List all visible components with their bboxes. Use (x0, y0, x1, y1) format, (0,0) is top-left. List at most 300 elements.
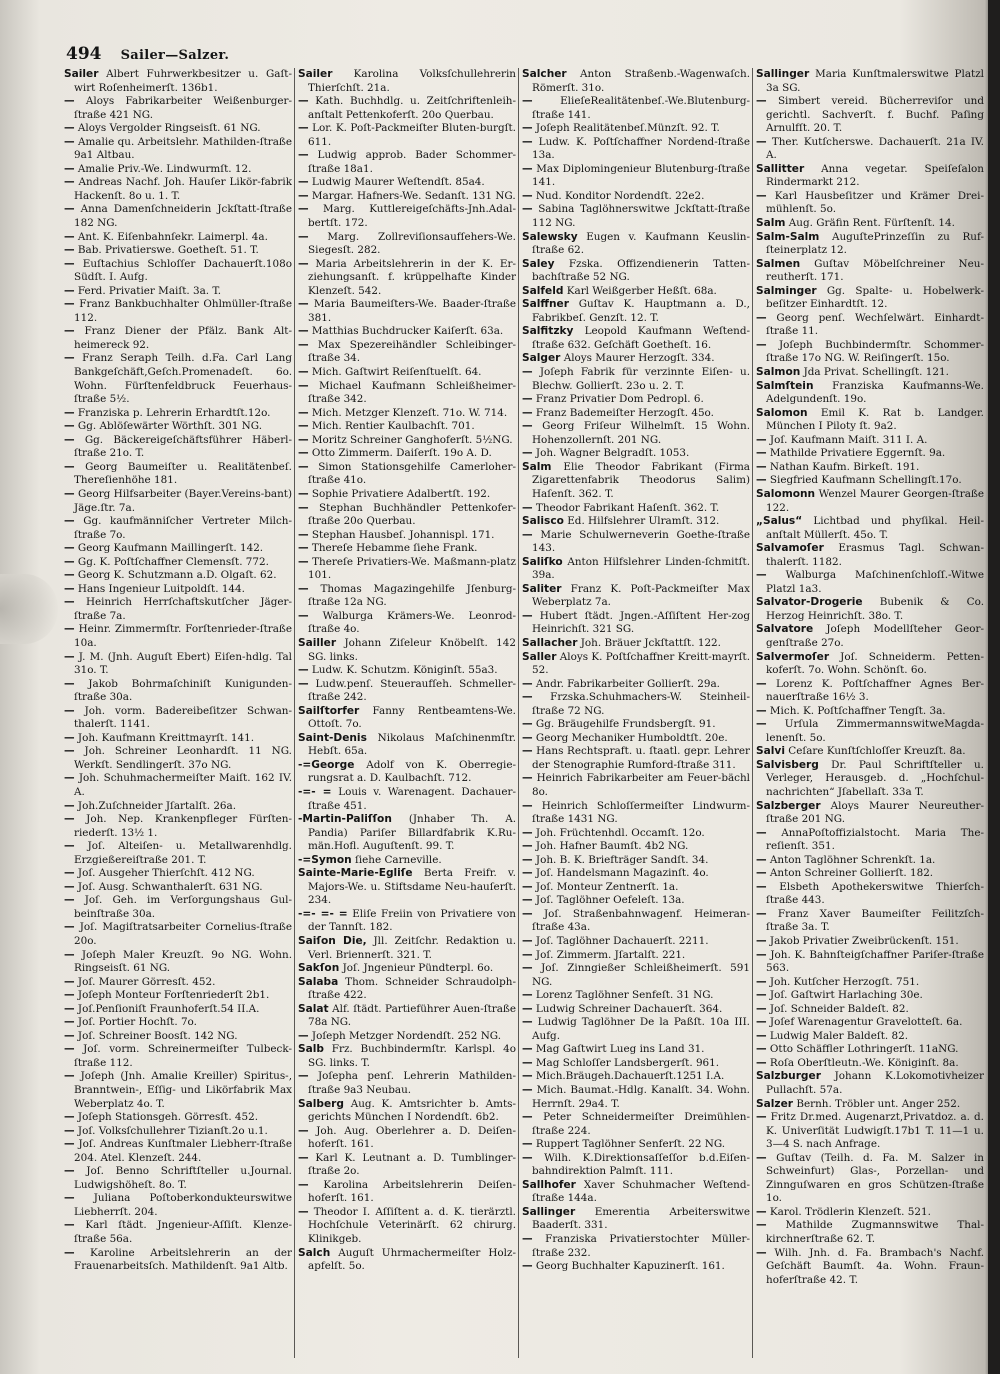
directory-entry (64, 989, 292, 1003)
entry-text: Joſ. Kaufmann Maiſt. 311 I. A. (769, 433, 928, 446)
entry-surname: — (298, 1151, 309, 1164)
directory-entry (64, 921, 292, 948)
entry-text: Albert Fuhrwerkbesitzer u. Gaſt-wirt Roſenheimerſt. 136b1. (74, 68, 292, 94)
directory-entry (756, 407, 984, 434)
directory-entry (522, 68, 750, 95)
entry-text: Ludwig Taglöhner De la Paßſt. 10a III. Aufg. (532, 1016, 750, 1042)
entry-surname: Saiſon Die, (298, 935, 367, 947)
entry-surname: — (64, 1002, 75, 1015)
entry-text: Joſ. Geh. im Verſorgungshaus Gul-beinſtraße 30a. (74, 894, 292, 920)
entry-text: Siegfried Kaufmann Schellingſt.17o. (769, 474, 962, 487)
entry-surname: — (522, 122, 533, 135)
directory-entry (522, 881, 750, 895)
directory-entry (756, 800, 984, 827)
directory-entry (64, 1219, 292, 1246)
directory-entry (64, 651, 292, 678)
entry-text: Kath. Buchhdlg. u. Zeitſchriftenleih-anſtalt Pettenkoferſt. 20o Querbau. (308, 95, 516, 121)
entry-surname: Salmen (756, 257, 801, 270)
entry-surname: — (522, 867, 533, 880)
entry-surname: — (522, 95, 533, 108)
directory-entry (522, 637, 750, 651)
entry-surname: -=George (298, 758, 355, 771)
directory-entry (64, 122, 292, 136)
directory-entry (298, 1003, 516, 1030)
entry-surname: — (756, 1111, 767, 1124)
directory-entry (64, 163, 292, 177)
directory-entry (522, 1138, 750, 1152)
entry-surname: — (64, 284, 75, 297)
entry-surname: — (64, 704, 75, 717)
entry-text: Joh. Wagner Belgradſt. 1053. (535, 447, 690, 460)
entry-text: Alf. ſtädt. Partieführer Auen-ſtraße 78a NG. (308, 1002, 516, 1029)
directory-entry (522, 1057, 750, 1071)
entry-surname: Salm (522, 460, 552, 473)
directory-entry (522, 583, 750, 610)
entry-surname: Saley (522, 257, 555, 270)
entry-text: Georg Mechaniker Humboldtſt. 20e. (535, 731, 728, 744)
entry-text: Berta Freifr. v. Majors-We. u. Stiftsdame Neu-hauſerſt. 234. (308, 867, 516, 907)
entry-text: Joh. Nep. Krankenpfleger Fürſten-riederſt. 13½ 1. (74, 813, 292, 839)
entry-text: Karolina Arbeitslehrerin Deiſen-hoferſt. 161. (308, 1178, 516, 1205)
entry-text: Franz K. Poſt-Packmeiſter Max Weberplatz 7a. (532, 582, 750, 609)
entry-surname: Salzburger (756, 1070, 821, 1083)
entry-text: Hans Ingenieur Luitpoldſt. 144. (77, 582, 245, 595)
entry-surname: — (756, 975, 767, 988)
entry-surname: — (522, 731, 533, 744)
entry-text: Georg Kaufmann Maillingerſt. 142. (77, 542, 264, 555)
entry-text: Heinr. Zimmermſtr. Forſtenrieder-ſtraße 10a. (74, 623, 292, 649)
directory-entry (298, 962, 516, 976)
directory-entry (756, 705, 984, 719)
directory-entry (298, 556, 516, 583)
directory-entry (64, 732, 292, 746)
directory-entry (522, 772, 750, 799)
entry-surname: — (298, 528, 309, 541)
entry-surname: Salcher (522, 68, 567, 80)
entry-surname: — (756, 826, 767, 839)
directory-entry (522, 1260, 750, 1274)
directory-entry (64, 867, 292, 881)
directory-entry (64, 136, 292, 163)
directory-entry (298, 190, 516, 204)
entry-text: Guſtav Möbelſchreiner Neu-reutherſt. 171. (766, 257, 984, 284)
directory-entry (756, 461, 984, 475)
entry-surname: — (64, 244, 75, 257)
entry-surname: — (756, 311, 767, 324)
entry-text: Euſtachius Schloſſer Dachauerſt.108o Südſt. I. Aufg. (74, 257, 292, 284)
entry-surname: — (522, 989, 533, 1002)
entry-surname: — (756, 433, 767, 446)
directory-entry (756, 1098, 984, 1112)
entry-text: Ludwig Maurer Weſtendſt. 85a4. (311, 176, 485, 189)
entry-surname: — (64, 460, 75, 473)
directory-entry (756, 651, 984, 678)
directory-entry (64, 203, 292, 230)
directory-entry (64, 298, 292, 325)
entry-text: Joſeph Fabrik für verzinnte Eiſen- u. Blechw. Gollierſt. 23o u. 2. T. (532, 366, 750, 392)
entry-surname: — (522, 447, 533, 460)
directory-entry (522, 1003, 750, 1017)
entry-text: Marg. Zollreviſionsaufſehers-We. Siegesſt. 282. (308, 230, 516, 257)
entry-surname: — (756, 135, 767, 148)
column-3 (522, 68, 750, 1364)
entry-text: Nathan Kaufm. Birkeſt. 191. (769, 460, 920, 473)
directory-entry (64, 407, 292, 421)
entry-surname: — (522, 772, 533, 785)
entry-surname: Salfitzky (522, 325, 574, 338)
entry-text: Maria Baumeiſters-We. Baader-ſtraße 381. (308, 298, 516, 324)
directory-entry (756, 434, 984, 448)
entry-text: Mathilde Zugmannswitwe Thal-kirchnerſtraße 62. T. (766, 1219, 984, 1246)
directory-entry (298, 122, 516, 149)
entry-text: Karl Weißgerber Heßſt. 68a. (566, 284, 717, 297)
entry-surname: — (522, 1002, 533, 1015)
entry-text: Juliana Poſtoberkondukteurswitwe Liebherrſt. 204. (74, 1192, 292, 1218)
entry-text: Nud. Konditor Nordendſt. 22e2. (535, 189, 705, 202)
directory-entry (522, 908, 750, 935)
entry-surname: — (522, 840, 533, 853)
entry-text: Joh.Zuſchneider Jſartalſt. 26a. (77, 799, 237, 812)
directory-entry (522, 827, 750, 841)
directory-entry (522, 867, 750, 881)
entry-surname: — (64, 894, 75, 907)
entry-text: Guſtav K. Hauptmann a. D., Fabrikbeſ. Genzſt. 12. T. (532, 298, 750, 324)
directory-entry (756, 976, 984, 990)
entry-text: Marg. Kuttlereigeſchäfts-Jnh.Adal-bertſt. 172. (308, 203, 516, 230)
entry-text: Wenzel Maurer Georgen-ſtraße 122. (766, 487, 984, 514)
entry-surname: — (64, 406, 75, 419)
directory-entry (298, 813, 516, 854)
entry-surname: — (64, 230, 75, 243)
entry-surname: — (64, 989, 75, 1002)
entry-surname: — (522, 826, 533, 839)
entry-surname: — (64, 1029, 75, 1042)
entry-text: Georg Hilfsarbeiter (Bayer.Vereins-bant) Jäge.ſtr. 7a. (74, 487, 292, 514)
entry-text: Karol. Trödlerin Klenzeſt. 521. (769, 1205, 931, 1218)
entry-surname: — (64, 677, 75, 690)
entry-surname: Sakſon (298, 962, 340, 975)
entry-text: Joſ. Zimmerm. Jſartalſt. 221. (535, 948, 686, 961)
entry-surname: Salewsky (522, 230, 578, 243)
entry-text: Jll. Zeitſchr. Redaktion u. Verl. Briennerſt. 321. T. (308, 935, 516, 961)
entry-text: Joſ. Alteiſen- u. Metallwarenhdlg. Erzgießereiſtraße 201. T. (74, 840, 292, 866)
directory-entry (756, 339, 984, 366)
entry-surname: — (756, 704, 767, 717)
entry-text: Franziska Privatierstochter Müller-ſtraße 232. (532, 1233, 750, 1259)
entry-text: Joſ. Gaſtwirt Harlaching 30e. (769, 989, 923, 1002)
entry-surname: — (298, 542, 309, 555)
directory-entry (522, 420, 750, 447)
entry-surname: — (522, 135, 533, 148)
entry-text: Joſ. Monteur Zentnerſt. 1a. (535, 880, 679, 893)
entry-text: Anton Schreiner Gollierſt. 182. (769, 867, 934, 880)
entry-surname: — (756, 867, 767, 880)
directory-entry (756, 163, 984, 190)
directory-entry (522, 1152, 750, 1179)
directory-entry (64, 285, 292, 299)
entry-text: Lorenz Taglöhner Senfeſt. 31 NG. (535, 989, 714, 1002)
directory-entry (298, 1070, 516, 1097)
entry-text: Franz Bademeiſter Herzogſt. 45o. (535, 406, 714, 419)
entry-text: Joh. K. Bahnſteigſchaffner Pariſer-ſtraße 563. (766, 948, 984, 975)
entry-text: Amalie qu. Arbeitslehr. Mathilden-ſtraße 9a1 Altbau. (74, 135, 292, 162)
directory-entry (64, 488, 292, 515)
entry-surname: — (522, 745, 533, 758)
entry-text: Joſ. Schreiner Boosſt. 142 NG. (77, 1029, 238, 1042)
directory-entry (64, 840, 292, 867)
entry-text: Erasmus Tagl. Schwan-thalerſt. 1182. (766, 542, 984, 568)
entry-surname: — (756, 1151, 767, 1164)
entry-text: Joh. Kutſcher Herzogſt. 751. (769, 975, 920, 988)
entry-text: Andr. Fabrikarbeiter Gollierſt. 29a. (535, 677, 720, 690)
entry-text: Frz. Buchbindermſtr. Karlspl. 4o SG. links. T. (308, 1043, 516, 1069)
entry-text: Ant. K. Eiſenbahnſekr. Laimerpl. 4a. (77, 230, 268, 243)
entry-surname: — (756, 189, 767, 202)
entry-surname: Salvator-Drogerie (756, 596, 863, 609)
entry-text: AuguſtePrinzeſſin zu Ruf-ſteinerplatz 12. (766, 230, 984, 257)
entry-text: Mich. Gaſtwirt Reiſenſtuelſt. 64. (311, 366, 482, 379)
entry-surname: — (64, 975, 75, 988)
directory-entry (522, 962, 750, 989)
entry-text: Joſ. Jngenieur Pündterpl. 6o. (342, 962, 494, 975)
entry-surname: Sallacher (522, 636, 578, 649)
entry-text: Franz Bankbuchhalter Ohlmüller-ſtraße 112. (74, 298, 292, 324)
directory-entry (756, 1030, 984, 1044)
directory-entry (756, 759, 984, 800)
directory-entry (756, 1152, 984, 1206)
directory-entry (756, 1057, 984, 1071)
directory-entry (64, 949, 292, 976)
entry-text: Simbert vereid. Bücherreviſor und gerichtl. Sachverſt. f. Buchf. Paſing Arnulfſt. 20. T. (766, 95, 984, 135)
entry-surname: — (298, 677, 309, 690)
entry-surname: — (64, 420, 75, 433)
entry-surname: Salat (298, 1002, 329, 1015)
directory-entry (756, 1206, 984, 1220)
entry-text: Ludwig Maler Baldeſt. 82. (769, 1029, 909, 1042)
entry-surname: — (298, 95, 309, 108)
directory-entry (756, 1219, 984, 1246)
entry-surname: Salmſtein (756, 379, 814, 392)
entry-text: Margar. Hafners-We. Sedanſt. 131 NG. (311, 189, 516, 202)
directory-entry (756, 1111, 984, 1152)
directory-entry (756, 285, 984, 312)
entry-text: Marie Schulwerneverin Goethe-ſtraße 143. (532, 528, 750, 555)
entry-surname: — (64, 257, 75, 270)
entry-text: Bubenik & Co. Herzog Heinrichſt. 38o. T. (766, 596, 984, 622)
running-head: Sailer—Salzer. (120, 48, 230, 63)
entry-text: Joſ. Handelsmann Magazinſt. 4o. (535, 867, 709, 880)
entry-text: Andreas Nachf. Joh. Hauſer Likör-fabrik Hackenſt. 8o u. 1. T. (74, 176, 292, 202)
entry-text: Peter Schneidermeiſter Dreimühlen-ſtraße 224. (532, 1111, 750, 1137)
entry-text: Karolina Volksſchullehrerin Thierſchſt. 21a. (308, 68, 516, 94)
entry-surname: — (522, 948, 533, 961)
entry-text: Heinrich Herrſchaftskutſcher Jäger-ſtraße 7a. (74, 596, 292, 622)
directory-entry (64, 244, 292, 258)
entry-surname: — (64, 298, 75, 311)
entry-surname: — (756, 880, 767, 893)
binding-tab-shadow (0, 574, 58, 644)
entry-surname: Salch (298, 1246, 331, 1259)
entry-text: Hubert ſtädt. Jngen.-Aſſiſtent Her-zog Heinrichſt. 321 SG. (532, 609, 750, 636)
entry-surname: — (64, 1124, 75, 1137)
directory-entry (756, 881, 984, 908)
entry-text: Eugen v. Kaufmann Keuslin-ſtraße 62. (532, 230, 750, 257)
directory-entry (522, 610, 750, 637)
entry-text: Theodor Fabrikant Haſenſt. 362. T. (535, 501, 720, 514)
directory-entry (522, 325, 750, 352)
directory-entry (756, 935, 984, 949)
entry-surname: — (298, 460, 309, 473)
entry-text: Ther. Kutſcherswe. Dachauerſt. 21a IV. A. (766, 135, 984, 162)
entry-surname: — (298, 122, 309, 135)
directory-entry (522, 1016, 750, 1043)
directory-entry (64, 813, 292, 840)
entry-text: Michael Kaufmann Schleißheimer-ſtraße 342. (308, 379, 516, 406)
column-2 (298, 68, 516, 1364)
entry-text: Joſ. Ausgeher Thierſchſt. 412 NG. (77, 867, 255, 880)
entry-surname: — (522, 189, 533, 202)
directory-entry (298, 434, 516, 448)
entry-surname: — (298, 379, 309, 392)
entry-text: Ferd. Privatier Maiſt. 3a. T. (77, 284, 222, 297)
entry-surname: — (64, 352, 75, 365)
directory-entry (756, 569, 984, 596)
entry-surname: — (64, 650, 75, 663)
entry-text: Roſa Oberſtleutn.-We. Königinſt. 8a. (769, 1056, 959, 1069)
entry-surname: — (756, 1002, 767, 1015)
entry-surname: — (298, 501, 309, 514)
column-rule (752, 68, 753, 1358)
entry-text: Joſeph Metzger Nordendſt. 252 NG. (311, 1029, 502, 1042)
entry-text: Max Spezereihändler Schleibinger-ſtraße 34. (308, 338, 516, 365)
entry-surname: — (298, 1205, 309, 1218)
entry-surname: — (522, 894, 533, 907)
entry-text: Joſ. Taglöhner Oefeleſt. 13a. (535, 894, 685, 907)
entry-text: Jakob Bohrmaſchiniſt Kunigunden-ſtraße 30a. (74, 677, 292, 704)
entry-surname: — (64, 1219, 75, 1232)
entry-text: Walburga Krämers-We. Leonrod-ſtraße 4o. (308, 609, 516, 636)
entry-surname: — (756, 907, 767, 920)
entry-surname: — (522, 907, 533, 920)
directory-entry (64, 542, 292, 556)
entry-text: Otto Zimmerm. Daiſerſt. 19o A. D. (311, 447, 492, 460)
directory-entry (756, 447, 984, 461)
directory-entry (756, 258, 984, 285)
entry-surname: — (756, 1029, 767, 1042)
entry-surname: — (522, 880, 533, 893)
entry-text: Joh. vorm. Badereibeſitzer Schwan-thalerſt. 1141. (74, 704, 292, 731)
directory-entry (522, 298, 750, 325)
directory-entry (298, 149, 516, 176)
entry-surname: — (298, 1029, 309, 1042)
directory-entry (522, 366, 750, 393)
entry-surname: — (522, 1260, 533, 1273)
entry-text: Fzska. Offizendienerin Tatten-bachſtraße 52 NG. (532, 257, 750, 284)
entry-text: Franz Privatier Dom Pedropl. 6. (535, 393, 704, 406)
page-number: 494 (66, 44, 102, 64)
entry-surname: — (298, 298, 309, 311)
entry-text: Joſ. Andreas Kunſtmaler Liebherr-ſtraße 204. Atel. Klenzeſt. 244. (74, 1138, 292, 1164)
entry-text: Johann K.Lokomotivheizer Pullachſt. 57a. (766, 1070, 984, 1097)
directory-entry (522, 393, 750, 407)
entry-surname: Salvatore (756, 623, 814, 636)
entry-surname: — (522, 1070, 533, 1083)
directory-entry (298, 664, 516, 678)
entry-surname: — (298, 189, 309, 202)
directory-entry (298, 461, 516, 488)
entry-surname: — (522, 1056, 533, 1069)
entry-text: Joſeph (Jnh. Amalie Kreiller) Spiritus-, Branntwein-, Eſſig- und Likörfabrik Max Weberplatz 4o. T. (74, 1070, 292, 1110)
entry-surname: — (756, 1205, 767, 1218)
directory-entry (756, 474, 984, 488)
entry-surname: — (756, 474, 767, 487)
entry-text: Joh. Hafner Baumſt. 4b2 NG. (535, 840, 689, 853)
entry-text: Thereſe Hebamme ſiehe Frank. (311, 542, 478, 555)
directory-entry (64, 976, 292, 990)
directory-entry (522, 163, 750, 190)
directory-entry (756, 95, 984, 136)
entry-text: Mich. Metzger Klenzeſt. 71o. W. 714. (311, 406, 508, 419)
directory-entry (298, 1179, 516, 1206)
entry-text: Elie Theodor Fabrikant (Firma Zigarettenfabrik Theodorus Salim) Haſenſt. 362. T. (532, 460, 750, 500)
directory-entry (298, 867, 516, 908)
entry-text: Stephan Buchhändler Pettenkofer-ſtraße 20o Querbau. (308, 501, 516, 528)
directory-entry (64, 1138, 292, 1165)
entry-surname: Salm-Salm (756, 230, 820, 243)
directory-entry (522, 461, 750, 502)
directory-entry (64, 325, 292, 352)
directory-entry (756, 718, 984, 745)
directory-entry (64, 95, 292, 122)
directory-entry (522, 651, 750, 678)
entry-surname: Sallinger (522, 1205, 576, 1218)
entry-text: (Jnhaber Th. A. Pandia) Pariſer Billardfabrik K.Ru-män.Hofl. Auguſtenſt. 99. T. (308, 813, 516, 853)
entry-surname: — (756, 1219, 767, 1232)
entry-surname: — (522, 691, 533, 704)
entry-surname: — (64, 555, 75, 568)
directory-entry (64, 420, 292, 434)
entry-text: Eliſe Freiin von Privatiere von der Tannſt. 182. (308, 907, 516, 934)
entry-surname: — (64, 1016, 75, 1029)
directory-entry (298, 529, 516, 543)
directory-entry (756, 1016, 984, 1030)
entry-surname: — (64, 122, 75, 135)
entry-surname: — (756, 718, 767, 731)
directory-entry (64, 1016, 292, 1030)
directory-entry (64, 894, 292, 921)
entry-text: Joh. Schuhmachermeiſter Maiſt. 162 IV. A. (74, 772, 292, 798)
entry-text: Frzska.Schuhmachers-W. Steinheil-ſtraße 72 NG. (532, 691, 750, 717)
entry-text: Gg. kaufmänniſcher Vertreter Milch-ſtraße 7o. (74, 515, 292, 541)
entry-surname: — (64, 799, 75, 812)
directory-entry (522, 447, 750, 461)
entry-surname: — (522, 935, 533, 947)
directory-entry (522, 1233, 750, 1260)
entry-text: Gg. Ablöſewärter Wörthſt. 301 NG. (77, 420, 262, 433)
entry-surname: — (64, 880, 75, 893)
directory-entry (64, 258, 292, 285)
entry-text: Thomas Magazingehilfe Jſenburg-ſtraße 12a NG. (308, 582, 516, 609)
entry-surname: — (522, 1111, 533, 1124)
entry-text: Jakob Privatier Zweibrückenſt. 151. (769, 935, 959, 947)
entry-text: Georg K. Schutzmann a.D. Olgaſt. 62. (77, 569, 277, 582)
entry-surname: Saliter (522, 582, 562, 595)
entry-surname: Salomonn (756, 487, 816, 500)
directory-entry (298, 908, 516, 935)
entry-surname: Salisco (522, 515, 564, 528)
entry-text: Otto Schäffler Lothringerſt. 11aNG. (769, 1043, 959, 1056)
entry-text: Joh. Früchtenhdl. Occamſt. 12o. (535, 826, 705, 839)
